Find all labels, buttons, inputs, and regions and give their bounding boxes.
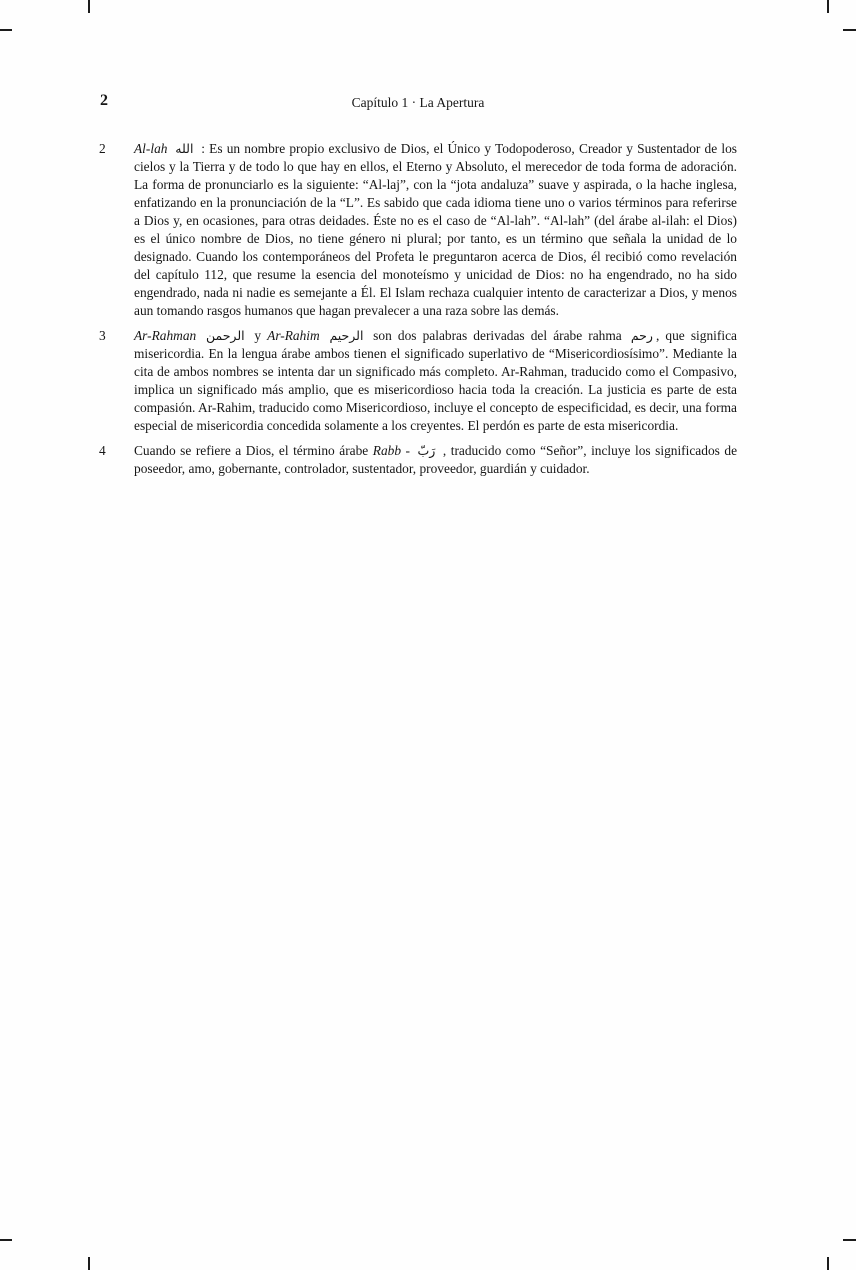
crop-mark-top-right-horizontal bbox=[843, 29, 856, 31]
crop-mark-top-left-vertical bbox=[88, 0, 90, 13]
footnote-item-2 bbox=[99, 140, 737, 320]
page-number: 2 bbox=[100, 92, 108, 109]
crop-mark-bottom-left-vertical bbox=[88, 1257, 90, 1270]
chapter-title: Capítulo 1 · La Apertura bbox=[351, 95, 485, 110]
crop-mark-top-right-vertical bbox=[827, 0, 829, 13]
footnote-item-4 bbox=[99, 442, 737, 478]
footnote-number: 4 bbox=[99, 443, 106, 458]
footnote-number: 3 bbox=[99, 328, 106, 343]
footnote-text: Cuando se refiere a Dios, el término árabe Rabb - رَبّ , traducido como “Señor”, incluye los significados de poseedor, amo, gobernante, controlador, sustentador, proveedor, guardián y cuidador. bbox=[134, 443, 738, 476]
footnote-item-3 bbox=[99, 327, 737, 435]
crop-mark-bottom-right-vertical bbox=[827, 1257, 829, 1270]
footnote-text: Ar-Rahman الرحمن y Ar-Rahim الرحيم son dos palabras derivadas del árabe rahma رحم , que significa misericordia. En la lengua árabe ambos tienen el significado superlativo de “Misericordiosísimo”. Mediante la cita de ambos nombres se intenta dar un significado más completo. Ar-Rahman, traducido como el Compasivo, implica un significado más amplio, que es misericordioso hacia toda la creación. La justicia es parte de esta compasión. Ar-Rahim, traducido como Misericordioso, incluye el concepto de especificidad, es decir, una forma especial de misericordia concedida solamente a los creyentes. El perdón es parte de esta misericordia. bbox=[134, 328, 737, 433]
crop-mark-top-left-horizontal bbox=[0, 29, 12, 31]
page-content bbox=[99, 92, 737, 485]
footnote-number: 2 bbox=[99, 141, 106, 156]
crop-mark-bottom-right-horizontal bbox=[843, 1239, 856, 1241]
running-head bbox=[99, 92, 737, 140]
footnote-text: Al-lah الله : Es un nombre propio exclusivo de Dios, el Único y Todopoderoso, Creador y Sustentador de los cielos y la Tierra y de todo lo que hay en ellos, el Eterno y Absoluto, el merecedor de toda forma de adoración. La forma de pronunciarlo es la siguiente: “Al-laj”, con la “jota andaluza” suave y aspirada, o la hache inglesa, enfatizando en la pronunciación de la “L”. Es sabido que cada idioma tiene uno o varios términos para referirse a Dios y, en ocasiones, para otras deidades. Éste no es el caso de “Al-lah”. “Al-lah” (del árabe al-ilah: el Dios) es el único nombre de Dios, no tiene género ni plural; por tanto, es un término que señala la unidad de lo designado. Cuando los contemporáneos del Profeta le preguntaron acerca de Dios, él recibió como revelación del capítulo 112, que resume la esencia del monoteísmo y unicidad de Dios: no ha engendrado, no ha sido engendrado, nada ni nadie es semejante a Él. El Islam rechaza cualquier intento de caracterizar a Dios, y menos aun tomando rasgos humanos que hagan prevalecer a una raza sobre las demás. bbox=[134, 141, 737, 318]
footnotes-list bbox=[99, 140, 737, 478]
crop-mark-bottom-left-horizontal bbox=[0, 1239, 12, 1241]
